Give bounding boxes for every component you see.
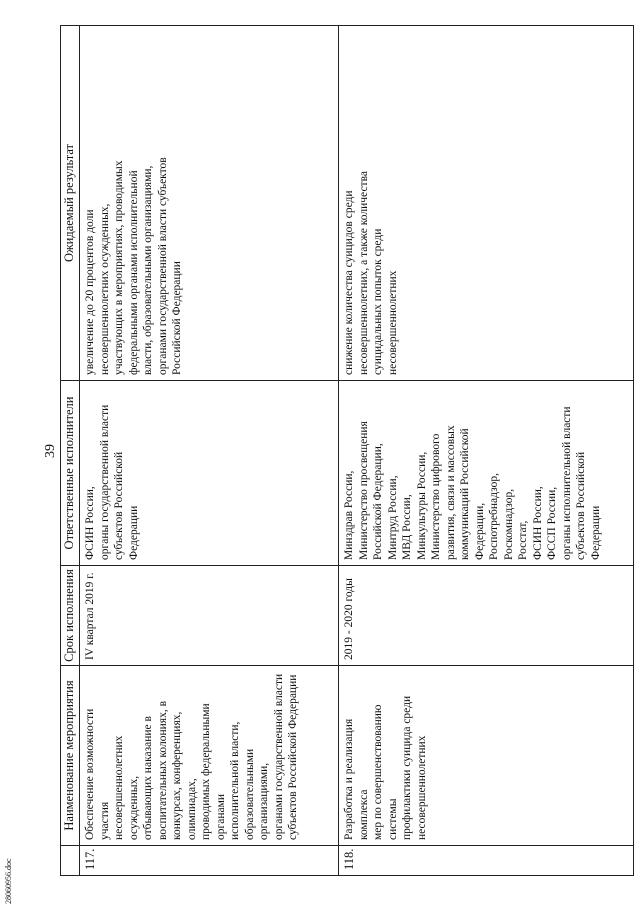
row-executors: ФСИН России, органы государственной власти субъектов Российской Федерации — [80, 381, 339, 566]
row-term: 2019 - 2020 годы — [339, 566, 634, 666]
page-number: 39 — [43, 444, 58, 458]
table-header-row — [61, 26, 80, 876]
header-result: Ожидаемый результат — [61, 26, 80, 381]
row-name: Обеспечение возможности участия несовершеннолетних осужденных, отбывающих наказание в воспитательных колониях, в конкурсах, конференциях, олимпиадах, проводимых федеральными органами исполнительной власти, образовательными организациями, органами государственной власти субъектов Российской Федерации — [80, 666, 339, 846]
header-name: Наименование мероприятия — [61, 666, 80, 846]
header-term: Срок исполнения — [61, 566, 80, 666]
row-number: 118. — [339, 846, 634, 876]
row-term: IV квартал 2019 г. — [80, 566, 339, 666]
table-row — [80, 26, 339, 876]
table-row — [339, 26, 634, 876]
header-executors: Ответственные исполнители — [61, 381, 80, 566]
row-result: увеличение до 20 процентов доли несовершеннолетних осужденных, участвующих в мероприятиях, проводимых федеральными органами исполнительной власти, образовательными организациями, органами государственной власти субъектов Российской Федерации — [80, 26, 339, 381]
document-id: 28060956.doc — [4, 858, 13, 904]
row-executors: Минздрав России, Министерство просвещения Российской Федерации, Минтруд России, МВД России, Минкультуры России, Министерство цифрового развития, связи и массовых коммуникаций Российской Федерации, Роспотребнадзор, Роскомнадзор, Росстат, ФСИН России, ФССП России, органы исполнительной власти субъектов Российской Федерации — [339, 381, 634, 566]
header-number — [61, 846, 80, 876]
plan-table-rotated — [60, 26, 640, 876]
row-result: снижение количества суицидов среди несовершеннолетних, а также количества суицидальных попыток среди несовершеннолетних — [339, 26, 634, 381]
plan-table — [60, 25, 634, 876]
row-name: Разработка и реализация комплекса мер по совершенствованию системы профилактики суицида среди несовершеннолетних — [339, 666, 634, 846]
row-number: 117. — [80, 846, 339, 876]
